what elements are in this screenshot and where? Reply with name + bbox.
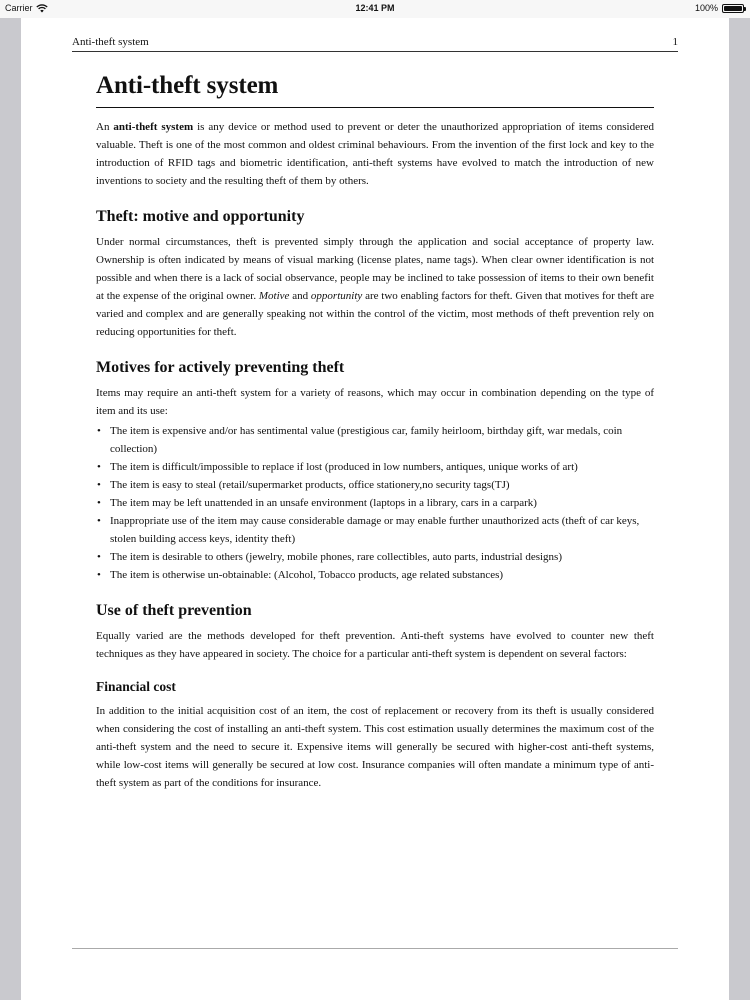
list-item: • The item is easy to steal (retail/supermarket products, office stationery,no security tags(TJ)	[110, 476, 654, 494]
motives-intro-paragraph: Items may require an anti-theft system for a variety of reasons, which may occur in combination depending on the type of item and its use:	[96, 387, 654, 417]
page-number: 1	[672, 36, 678, 48]
article-title: Anti-theft system	[96, 68, 654, 108]
bullet-icon: •	[97, 425, 101, 437]
section-heading-motives: Motives for actively preventing theft	[96, 359, 345, 376]
section-heading-use-of-prevention: Use of theft prevention	[96, 602, 252, 619]
list-item: • The item is expensive and/or has sentimental value (prestigious car, family heirloom, birthday gift, war medals, coin collection)	[110, 422, 654, 458]
running-header-title: Anti-theft system	[72, 36, 149, 48]
use-of-prevention-paragraph: Equally varied are the methods developed for theft prevention. Anti-theft systems have evolved to counter new theft techniques as they have appeared in society. The choice for a particular anti-theft system is dependent on several factors:	[96, 630, 654, 660]
battery-percent: 100%	[694, 3, 718, 13]
status-time: 12:41 PM	[355, 3, 395, 13]
list-item: • The item is otherwise un-obtainable: (Alcohol, Tobacco products, age related substances)	[110, 566, 654, 584]
running-header	[72, 36, 678, 52]
term-anti-theft-system: anti-theft system	[113, 121, 194, 133]
status-bar	[0, 0, 750, 18]
list-item: • The item may be left unattended in an unsafe environment (laptops in a library, cars in a carpark)	[110, 494, 654, 512]
article-body	[96, 68, 654, 792]
list-item: • The item is desirable to others (jewelry, mobile phones, rare collectibles, auto parts, industrial designs)	[110, 548, 654, 566]
battery-indicator	[695, 3, 744, 13]
bullet-icon: •	[97, 551, 101, 563]
intro-paragraph: An anti-theft system is any device or method used to prevent or deter the unauthorized appropriation of items considered valuable. Theft is one of the most common and oldest criminal behaviours. From the invention of the first lock and key to the introduction of RFID tags and biometric identification, anti-theft systems have evolved to match the introduction of new inventions to society and the resulting theft of them by others.	[96, 121, 654, 187]
document-page[interactable]	[21, 18, 729, 1000]
bullet-icon: •	[97, 497, 101, 509]
financial-cost-paragraph: In addition to the initial acquisition cost of an item, the cost of replacement or recovery from its theft is usually considered when considering the cost of installing an anti-theft system. This cost estimation usually determines the maximum cost of the anti-theft system and the need to secure it. Expensive items will generally be secured with higher-cost anti-theft systems, while low-cost items will generally be secured at low cost. Insurance companies will often mandate a minimum type of anti-theft system as part of the conditions for insurance.	[96, 705, 654, 789]
bullet-icon: •	[97, 461, 101, 473]
carrier-label: Carrier	[5, 3, 33, 13]
header-rule	[72, 51, 678, 52]
bullet-icon: •	[97, 515, 101, 527]
subsection-heading-financial-cost: Financial cost	[96, 679, 176, 694]
theft-motive-paragraph: Under normal circumstances, theft is prevented simply through the application and social acceptance of property law. Ownership is often indicated by means of visual marking (license plates, name tags). When clear owner identification is not possible and when there is a lack of social observance, people may be inclined to take possession of items to their own benefit at the expense of the original owner. Motive and opportunity are two enabling factors for theft. Given that motives for theft are varied and complex and are generally speaking not within the control of the victim, most methods of theft prevention rely on reducing opportunities for theft.	[96, 236, 654, 338]
list-item: • Inappropriate use of the item may cause considerable damage or may enable further unauthorized acts (theft of car keys, stolen building access keys, identity theft)	[110, 512, 654, 548]
footer-rule	[72, 948, 678, 949]
section-heading-theft-motive: Theft: motive and opportunity	[96, 208, 305, 225]
battery-icon	[722, 4, 744, 13]
motives-list	[96, 422, 654, 584]
bullet-icon: •	[97, 569, 101, 581]
bullet-icon: •	[97, 479, 101, 491]
list-item: • The item is difficult/impossible to replace if lost (produced in low numbers, antiques, unique works of art)	[110, 458, 654, 476]
